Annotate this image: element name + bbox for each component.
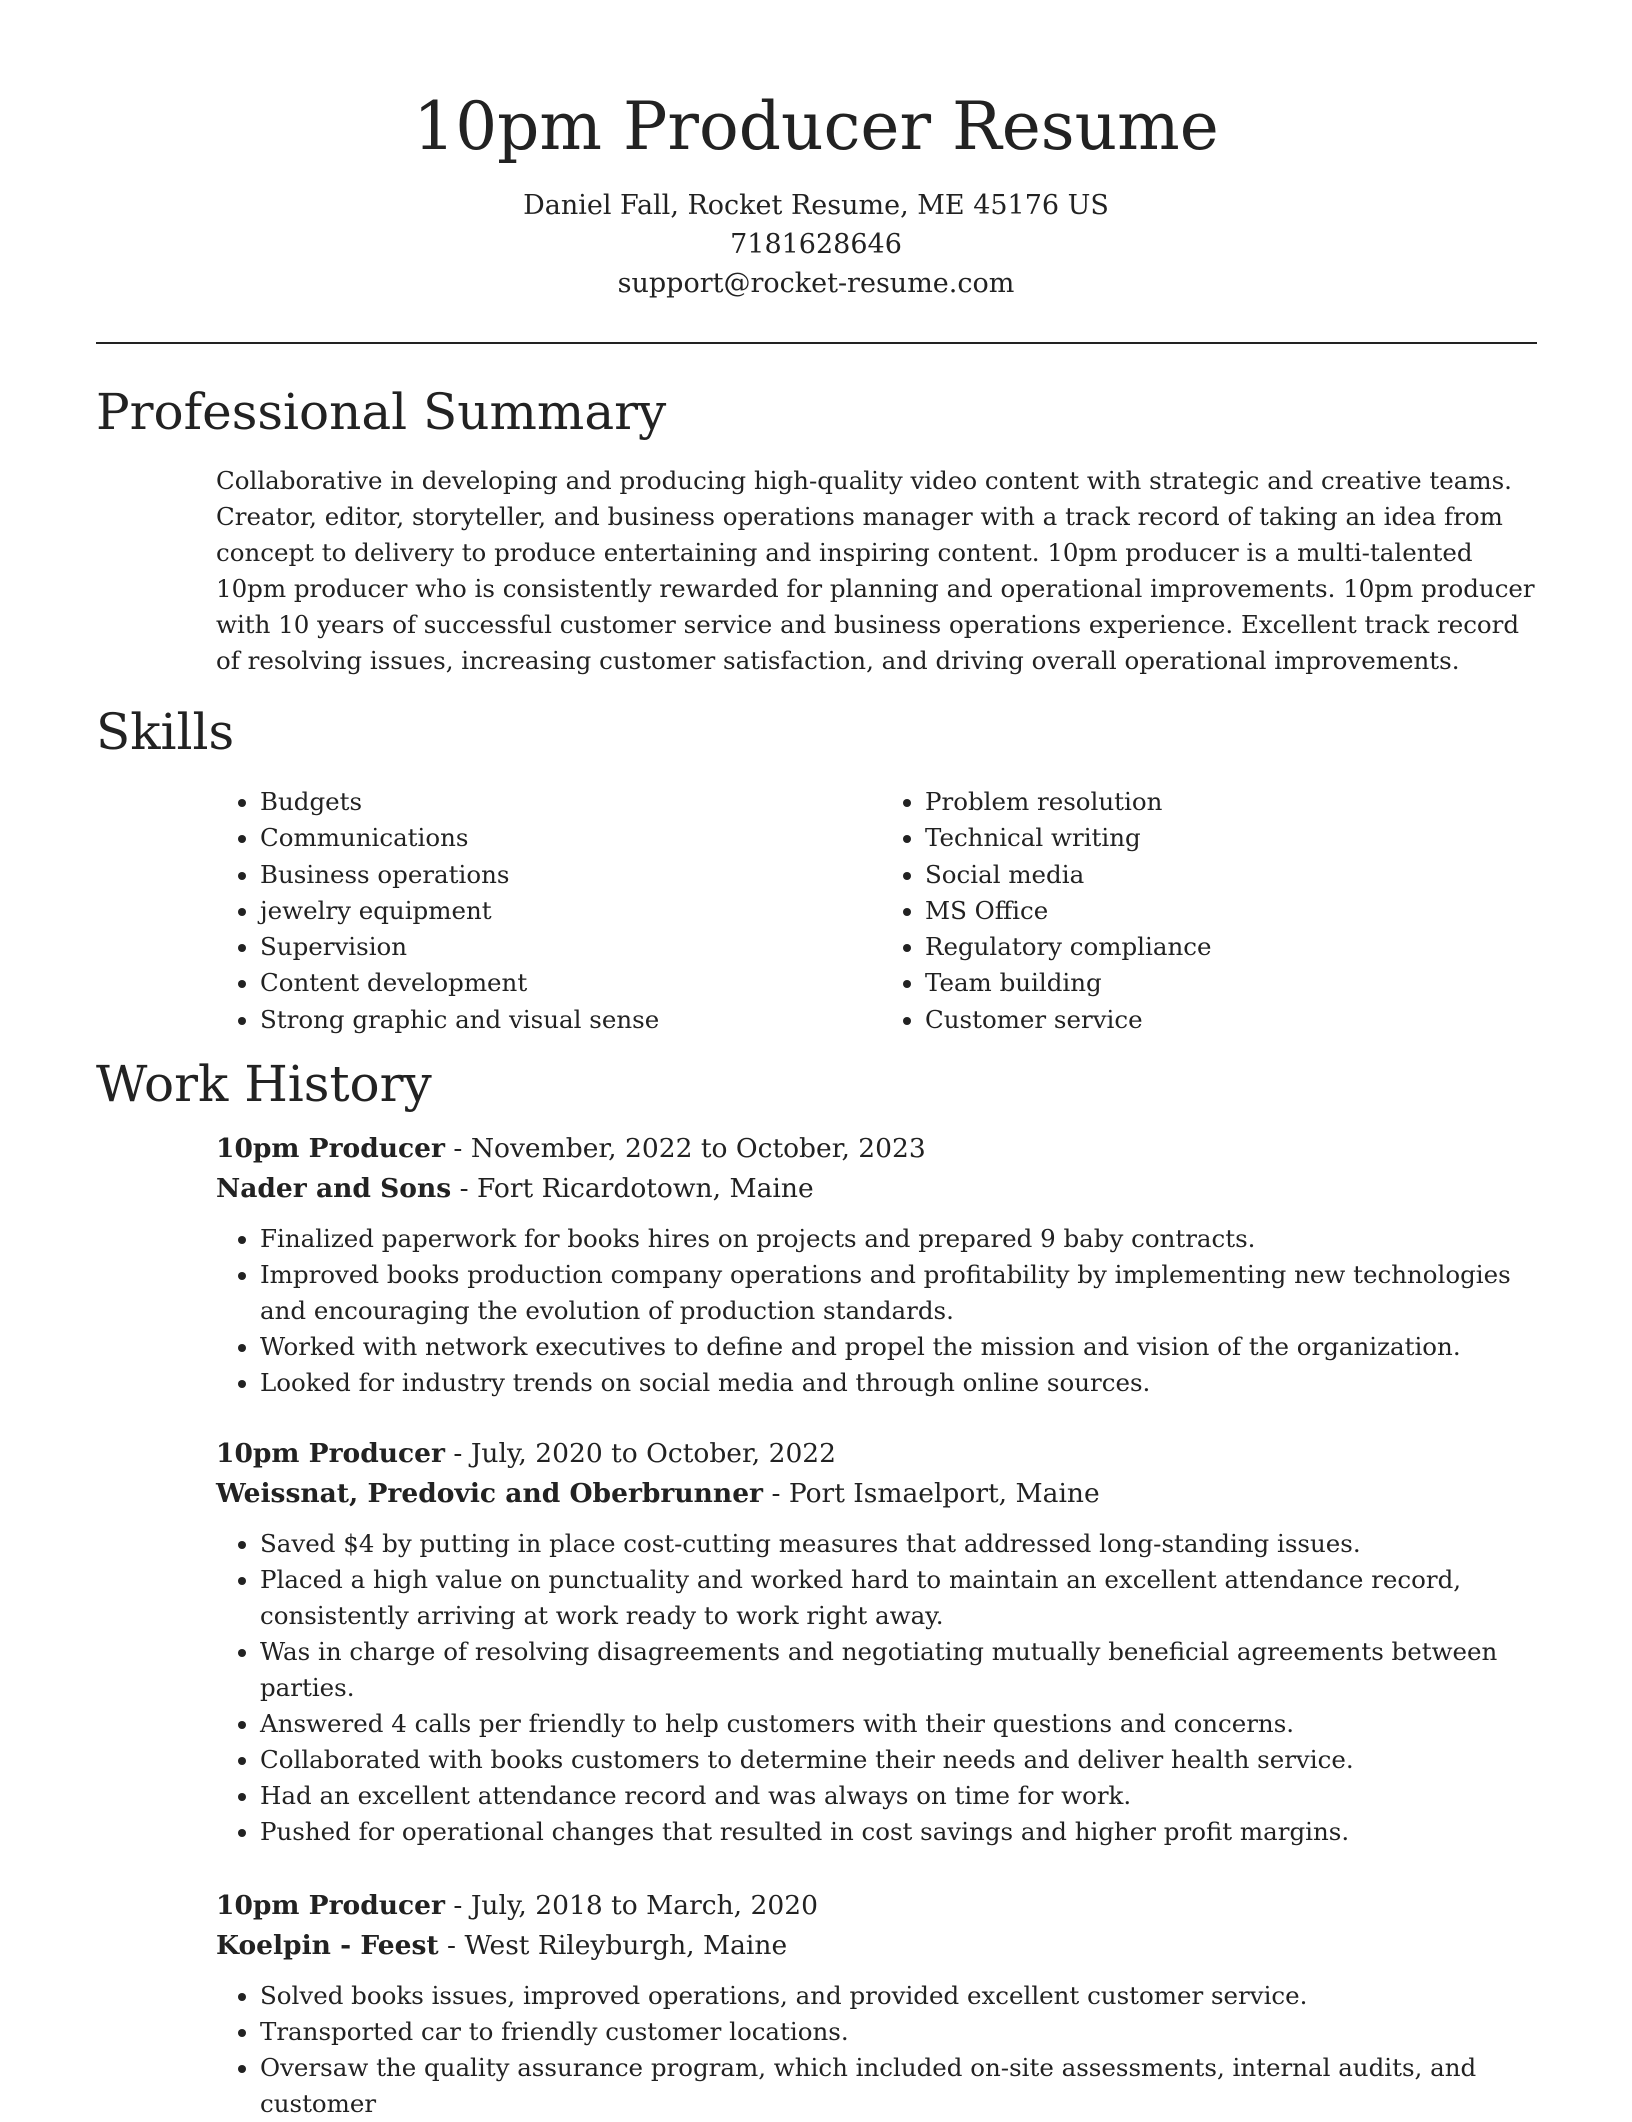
- skill-item: • Budgets: [260, 784, 881, 820]
- job-location: West Rileyburgh, Maine: [464, 1930, 788, 1961]
- skill-item: • Social media: [925, 857, 1546, 893]
- contact-block: [0, 186, 1632, 303]
- separator: -: [445, 1890, 471, 1921]
- job-title-line: [216, 1129, 1546, 1169]
- job-bullet: • Was in charge of resolving disagreements and negotiating mutually beneficial agreements between parties.: [260, 1634, 1546, 1706]
- job-dates: July, 2020 to October, 2022: [470, 1438, 837, 1469]
- job-company: Weissnat, Predovic and Oberbrunner: [216, 1478, 764, 1509]
- job-location: Fort Ricardotown, Maine: [476, 1173, 814, 1204]
- separator: -: [451, 1173, 477, 1204]
- job-bullet: • Looked for industry trends on social media and through online sources.: [260, 1365, 1546, 1401]
- job-bullet: • Collaborated with books customers to determine their needs and deliver health service.: [260, 1742, 1546, 1778]
- resume-header: [0, 0, 1632, 303]
- job-company-line: [216, 1169, 1546, 1209]
- job-location: Port Ismaelport, Maine: [788, 1478, 1100, 1509]
- job-title: 10pm Producer: [216, 1133, 445, 1164]
- skill-item: • Technical writing: [925, 820, 1546, 856]
- skill-item: • Problem resolution: [925, 784, 1546, 820]
- skill-item: • Content development: [260, 965, 881, 1001]
- skill-item: • Supervision: [260, 929, 881, 965]
- job-entry: [216, 1886, 1546, 2122]
- job-company-line: [216, 1474, 1546, 1514]
- job-company: Koelpin - Feest: [216, 1930, 439, 1961]
- skill-item: • Communications: [260, 820, 881, 856]
- skill-item: • jewelry equipment: [260, 893, 881, 929]
- job-bullet: • Had an excellent attendance record and was always on time for work.: [260, 1778, 1546, 1814]
- skill-item: • Regulatory compliance: [925, 929, 1546, 965]
- job-company-line: [216, 1926, 1546, 1966]
- job-bullet: • Finalized paperwork for books hires on projects and prepared 9 baby contracts.: [260, 1221, 1546, 1257]
- job-dates: November, 2022 to October, 2023: [470, 1133, 926, 1164]
- job-bullet: • Improved books production company operations and profitability by implementing new technologies and encouraging the evolution of production standards.: [260, 1257, 1546, 1329]
- separator: -: [438, 1930, 465, 1961]
- separator: -: [763, 1478, 789, 1509]
- job-title-line: [216, 1886, 1546, 1926]
- skill-item: • Business operations: [260, 857, 881, 893]
- skills-list: [216, 784, 1546, 1038]
- contact-address: Daniel Fall, Rocket Resume, ME 45176 US: [523, 190, 1109, 221]
- skill-item: • Team building: [925, 965, 1546, 1001]
- work-history-heading: Work History: [96, 1055, 432, 1113]
- job-bullets: [216, 1978, 1546, 2122]
- job-title: 10pm Producer: [216, 1438, 445, 1469]
- skills-heading: Skills: [96, 703, 235, 761]
- separator: -: [445, 1438, 471, 1469]
- skill-item: • Strong graphic and visual sense: [260, 1002, 881, 1038]
- job-bullets: [216, 1221, 1546, 1401]
- job-entry: [216, 1129, 1546, 1401]
- job-bullet: • Placed a high value on punctuality and worked hard to maintain an excellent attendance record, consistently arriving at work ready to work right away.: [260, 1562, 1546, 1634]
- skills-column-left: [216, 784, 881, 1038]
- summary-text: Collaborative in developing and producing high-quality video content with strategic and creative teams. Creator, editor, storyteller, and business operations manager with a track record of taking an idea from concept to delivery to produce entertaining and inspiring content. 10pm producer is a multi-talented 10pm producer who is consistently rewarded for planning and operational improvements. 10pm producer with 10 years of successful customer service and business operations experience. Excellent track record of resolving issues, increasing customer satisfaction, and driving overall operational improvements.: [216, 466, 1535, 675]
- job-bullet: • Transported car to friendly customer locations.: [260, 2014, 1546, 2050]
- job-bullet: • Solved books issues, improved operations, and provided excellent customer service.: [260, 1978, 1546, 2014]
- job-bullet: • Answered 4 calls per friendly to help customers with their questions and concerns.: [260, 1706, 1546, 1742]
- job-bullet: • Worked with network executives to define and propel the mission and vision of the organization.: [260, 1329, 1546, 1365]
- page-title: 10pm Producer Resume: [413, 88, 1219, 165]
- job-bullet: • Pushed for operational changes that resulted in cost savings and higher profit margins.: [260, 1814, 1546, 1850]
- job-bullet: • Saved $4 by putting in place cost-cutting measures that addressed long-standing issues.: [260, 1526, 1546, 1562]
- summary-heading: Professional Summary: [96, 383, 667, 441]
- job-bullet: • Oversaw the quality assurance program, which included on-site assessments, internal audits, and customer: [260, 2050, 1546, 2122]
- job-bullets: [216, 1526, 1546, 1850]
- skill-item: • Customer service: [925, 1002, 1546, 1038]
- job-title-line: [216, 1434, 1546, 1474]
- skills-column-right: [881, 784, 1546, 1038]
- job-dates: July, 2018 to March, 2020: [470, 1890, 818, 1921]
- header-divider: [96, 342, 1537, 344]
- contact-phone: 7181628646: [730, 229, 902, 260]
- separator: -: [445, 1133, 471, 1164]
- job-entry: [216, 1434, 1546, 1850]
- contact-email: support@rocket-resume.com: [617, 268, 1015, 299]
- skill-item: • MS Office: [925, 893, 1546, 929]
- job-title: 10pm Producer: [216, 1890, 445, 1921]
- job-company: Nader and Sons: [216, 1173, 452, 1204]
